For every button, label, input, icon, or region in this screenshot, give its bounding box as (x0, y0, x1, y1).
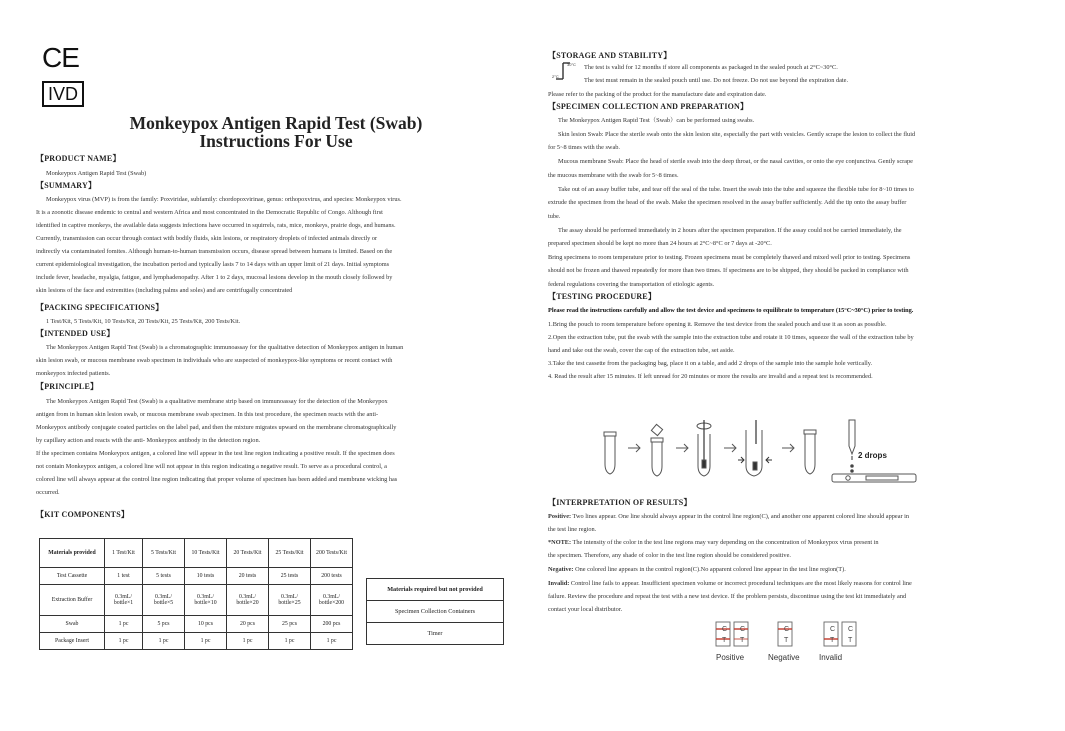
two-drops-label: 2 drops (858, 451, 887, 460)
summary-line: identified in captive monkeys, the available data suggests infections have occurred in squirrels, rats, mice, monkeys, prairie dogs, and humans. (36, 222, 396, 229)
table-cell: 1 pc (311, 633, 353, 650)
principle-line: If the specimen contains Monkeypox antigen, a colored line will appear in the test line region indicating a positive result. If the specimen does (36, 450, 395, 457)
table-header-cell: 5 Tests/Kit (143, 539, 185, 568)
specimen-line: Take out of an assay buffer tube, and tear off the seal of the tube. Insert the swab into the tube and squeeze the flexible tube for 8~10 times to (558, 186, 914, 193)
summary-line: indirectly via contaminated fomites. Although human-to-human transmission occurs, disease spread between humans is limited. Based on the (36, 248, 393, 255)
summary-line: Monkeypox virus (MVP) is from the family: Poxviridae, subfamily: chordopoxvirinae, genus: orthopoxvirus, and species: Monkeypox virus. (46, 196, 402, 203)
table-cell: Swab (40, 616, 105, 633)
intended-use-line: skin lesion swab, or mucous membrane swab specimen in individuals who are suspected of monkeypox-like symptoms or recent contact with (36, 357, 393, 364)
principle-line: colored line will always appear at the control line region indicating that proper volume of specimen has been added and membrane wicking has (36, 476, 398, 483)
summary-line: It is a zoonotic disease endemic to central and western Africa and most concentrated in the Democratic Republic of Congo. Although first (36, 209, 383, 216)
table-header-row (367, 579, 504, 601)
positive-result-text (548, 510, 909, 523)
temperature-limit-icon (552, 60, 574, 82)
document-subtitle: Instructions For Use (199, 131, 353, 151)
arrow-right-icon (676, 444, 688, 452)
summary-line: current epidemiological investigation, the incubation period and typically lasts 7 to 14 days with an upper limit of 21 days. Initial symptoms (36, 261, 390, 268)
procedure-illustration (596, 420, 1016, 490)
positive-label: Positive: (548, 513, 572, 520)
testing-heading: 【TESTING PROCEDURE】 (548, 292, 657, 301)
table-row (40, 633, 353, 650)
note-label: *NOTE: (548, 539, 572, 546)
table-cell: 1 pc (269, 633, 311, 650)
ivd-mark: IVD (42, 81, 84, 107)
arrow-right-icon (628, 444, 640, 452)
table-header-cell: 1 Test/Kit (105, 539, 143, 568)
control-marker: C (784, 626, 790, 633)
table-header-cell: 10 Tests/Kit (185, 539, 227, 568)
open-extraction-tube-icon (651, 424, 663, 476)
specimen-line: The assay should be performed immediately in 2 hours after the specimen preparation. If the assay could not be carried immediately, the (558, 227, 902, 234)
ce-mark: CE (42, 42, 79, 73)
testing-step: 2.Open the extraction tube, put the swab with the sample into the extraction tube and rotate it 10 times, squeeze the wall of the extraction tube by (548, 334, 914, 341)
positive-description: Two lines appear. One line should always appear in the control line region(C), and another one apparent colored line should appear in (571, 513, 910, 520)
table-cell: 200 tests (311, 568, 353, 585)
principle-line: by capillary action and reacts with the anti- Monkeypox antibody in the detection region. (36, 437, 261, 444)
table-cell: Specimen Collection Containers (367, 601, 504, 623)
testing-instruction-bold: Please read the instructions carefully and allow the test device and specimens to equilibrate to temperature (15°C~30°C) prior to testing. (548, 307, 914, 314)
summary-line: Currently, transmission can occur through contact with bodily fluids, skin lesions, or respiratory droplets of infected animals directly or (36, 235, 378, 242)
table-row (367, 623, 504, 645)
specimen-line: Bring specimens to room temperature prior to testing. Frozen specimens must be completely thawed and mixed well prior to testing. Specimens (548, 254, 911, 261)
temperature-low-label: 2°C (552, 74, 559, 79)
table-cell: 25 pcs (269, 616, 311, 633)
summary-heading: 【SUMMARY】 (36, 181, 97, 190)
table-cell: Extraction Buffer (40, 585, 105, 616)
table-header-cell: Materials required but not provided (367, 579, 504, 601)
table-header-row (40, 539, 353, 568)
test-marker: T (784, 637, 789, 644)
control-marker: C (722, 626, 728, 633)
test-marker: T (722, 637, 727, 644)
table-cell: 0.3mL/ bottle×5 (143, 585, 185, 616)
dropper-icon (849, 420, 855, 472)
table-cell: 0.3mL/ bottle×10 (185, 585, 227, 616)
specimen-line: extrude the specimen from the head of the swab. Make the specimen resolved in the assay buffer sufficiently. Add the tip onto the assay buffer (548, 199, 907, 206)
storage-line: The test is valid for 12 months if store all components as packaged in the sealed pouch at 2°C~30°C. (584, 64, 838, 71)
specimen-heading: 【SPECIMEN COLLECTION AND PREPARATION】 (548, 102, 749, 111)
table-row (40, 568, 353, 585)
invalid-description: Control line fails to appear. Insufficient specimen volume or incorrect procedural techniques are the most likely reasons for control line (569, 580, 912, 587)
swab-rotate-icon (697, 420, 711, 476)
storage-heading: 【STORAGE AND STABILITY】 (548, 51, 672, 60)
test-cassette-icon (832, 474, 916, 482)
intended-use-heading: 【INTENDED USE】 (36, 329, 115, 338)
specimen-line: for 5~8 times with the swab. (548, 144, 620, 151)
table-cell: 1 pc (227, 633, 269, 650)
kit-components-heading: 【KIT COMPONENTS】 (36, 510, 130, 519)
principle-line: Monkeypox antibody conjugate coated particles on the label pad, and then the mixture migrates upward on the membrane chromatographically (36, 424, 397, 431)
capped-tube-icon (804, 430, 816, 474)
storage-line: The test must remain in the sealed pouch until use. Do not freeze. Do not use beyond the expiration date. (584, 77, 849, 84)
table-cell: 1 pc (185, 633, 227, 650)
table-header-cell: 20 Tests/Kit (227, 539, 269, 568)
product-name-heading: 【PRODUCT NAME】 (36, 154, 121, 163)
arrow-right-icon (724, 444, 736, 452)
table-cell: Test Cassette (40, 568, 105, 585)
table-cell: 0.3mL/ bottle×1 (105, 585, 143, 616)
intended-use-line: monkeypox infected patients. (36, 370, 111, 377)
table-cell: 0.3mL/ bottle×20 (227, 585, 269, 616)
table-cell: 25 tests (269, 568, 311, 585)
table-cell: Package Insert (40, 633, 105, 650)
negative-caption: Negative (768, 653, 800, 662)
summary-line: include fever, headache, myalgia, fatigue, and lymphadenopathy. After 1 to 2 days, mucosal lesions develop in the mouth closely followed by (36, 274, 393, 281)
extraction-tube-icon (604, 432, 616, 474)
table-cell: 0.3mL/ bottle×200 (311, 585, 353, 616)
negative-label: Negative: (548, 566, 574, 573)
table-cell: 1 pc (143, 633, 185, 650)
table-header-cell: 25 Tests/Kit (269, 539, 311, 568)
materials-required-table (366, 578, 504, 645)
table-cell: 1 pc (105, 616, 143, 633)
table-row (367, 601, 504, 623)
table-cell: 5 tests (143, 568, 185, 585)
temperature-high-label: 30°C (567, 62, 576, 67)
specimen-line: Skin lesion Swab: Place the sterile swab onto the skin lesion site, especially the part with vesicles. Gently scrape the lesion to collect the fluid (558, 131, 916, 138)
table-cell: 10 pcs (185, 616, 227, 633)
invalid-result-line: failure. Review the procedure and repeat the test with a new test device. If the problem persists, discontinue using the test kit immediately and (548, 593, 907, 600)
table-cell: 200 pcs (311, 616, 353, 633)
specimen-line: tube. (548, 213, 561, 220)
invalid-result-line: contact your local distributor. (548, 606, 623, 613)
test-marker: T (848, 637, 853, 644)
result-examples-illustration (716, 620, 876, 672)
packing-text: 1 Test/Kit, 5 Tests/Kit, 10 Tests/Kit, 20 Tests/Kit, 25 Tests/Kit, 200 Tests/Kit. (46, 318, 241, 325)
note-line: the specimen. Therefore, any shade of color in the test line region should be considered positive. (548, 552, 791, 559)
table-cell: 0.3mL/ bottle×25 (269, 585, 311, 616)
kit-components-table (39, 538, 353, 650)
testing-step: 4. Read the result after 15 minutes. If left unread for 20 minutes or more the results are invalid and a repeat test is recommended. (548, 373, 873, 380)
specimen-line: the mucous membrane with the swab for 5~8 times. (548, 172, 679, 179)
specimen-line: should not be frozen and thawed repeatedly for more than two times. If specimens are to be shipped, they should be packed in compliance with (548, 267, 909, 274)
table-cell: Timer (367, 623, 504, 645)
document-title: Monkeypox Antigen Rapid Test (Swab) (129, 113, 423, 133)
positive-result-line: the test line region. (548, 526, 597, 533)
negative-description: One colored line appears in the control region(C).No apparent colored line appear in the test line region(T). (573, 566, 846, 573)
storage-line: Please refer to the packing of the product for the manufacture date and expiration date. (548, 91, 767, 98)
testing-step: 1.Bring the pouch to room temperature before opening it. Remove the test device from the sealed pouch and use it as soon as possible. (548, 321, 887, 328)
testing-step: 3.Take the test cassette from the packaging bag, place it on a table, and add 2 drops of the sample into the sample hole vertically. (548, 360, 873, 367)
table-row (40, 616, 353, 633)
table-cell: 1 test (105, 568, 143, 585)
table-row (40, 585, 353, 616)
specimen-line: The Monkeypox Antigen Rapid Test（Swab）can be performed using swabs. (558, 117, 755, 124)
test-marker: T (740, 637, 745, 644)
table-cell: 1 pc (105, 633, 143, 650)
control-marker: C (848, 626, 854, 633)
testing-step: hand and take out the swab, cover the cap of the extraction tube, set aside. (548, 347, 735, 354)
table-cell: 5 pcs (143, 616, 185, 633)
specimen-line: federal regulations covering the transportation of etiologic agents. (548, 281, 715, 288)
invalid-result-text (548, 577, 912, 590)
test-marker: T (830, 637, 835, 644)
packing-heading: 【PACKING SPECIFICATIONS】 (36, 303, 164, 312)
intended-use-line: The Monkeypox Antigen Rapid Test (Swab) is a chromatographic immunoassay for the qualitative detection of Monkeypox antigen in human (46, 344, 404, 351)
principle-line: antigen from in human skin lesion swab, or mucous membrane swab specimen. In this test procedure, the specimen reacts with the anti- (36, 411, 379, 418)
control-marker: C (830, 626, 836, 633)
table-header-cell: Materials provided (40, 539, 105, 568)
principle-line: occurred. (36, 489, 60, 496)
control-marker: C (740, 626, 746, 633)
summary-line: skin lesions of the face and extremities (including palms and soles) and are centrifugally concentrated (36, 287, 293, 294)
arrow-right-icon (782, 444, 794, 452)
product-name-text: Monkeypox Antigen Rapid Test (Swab) (46, 170, 147, 177)
table-header-cell: 200 Tests/Kit (311, 539, 353, 568)
table-cell: 10 tests (185, 568, 227, 585)
note-text (548, 536, 879, 549)
negative-result-text (548, 563, 846, 576)
invalid-label: Invalid: (548, 580, 570, 587)
table-cell: 20 pcs (227, 616, 269, 633)
positive-caption: Positive (716, 653, 745, 662)
specimen-line: prepared specimen should be kept no more than 24 hours at 2°C~8°C or 7 days at -20°C. (548, 240, 772, 247)
squeeze-tube-icon (738, 420, 772, 476)
principle-heading: 【PRINCIPLE】 (36, 382, 99, 391)
table-cell: 20 tests (227, 568, 269, 585)
interpretation-heading: 【INTERPRETATION OF RESULTS】 (548, 498, 692, 507)
invalid-caption: Invalid (819, 653, 843, 662)
principle-line: not contain Monkeypox antigen, a colored line will not appear in this region indicating a negative result. To serve as a procedural control, a (36, 463, 387, 470)
principle-line: The Monkeypox Antigen Rapid Test (Swab) is a qualitative membrane strip based on immunoassay for the detection of the Monkeypox (46, 398, 388, 405)
note-description: The intensity of the color in the test line regions may vary depending on the concentration of Monkeypox virus present in (571, 539, 879, 546)
specimen-line: Mucous membrane Swab: Place the head of sterile swab into the deep throat, or the nasal cavities, or onto the eye conjunctiva. Gently scrape (558, 158, 913, 165)
